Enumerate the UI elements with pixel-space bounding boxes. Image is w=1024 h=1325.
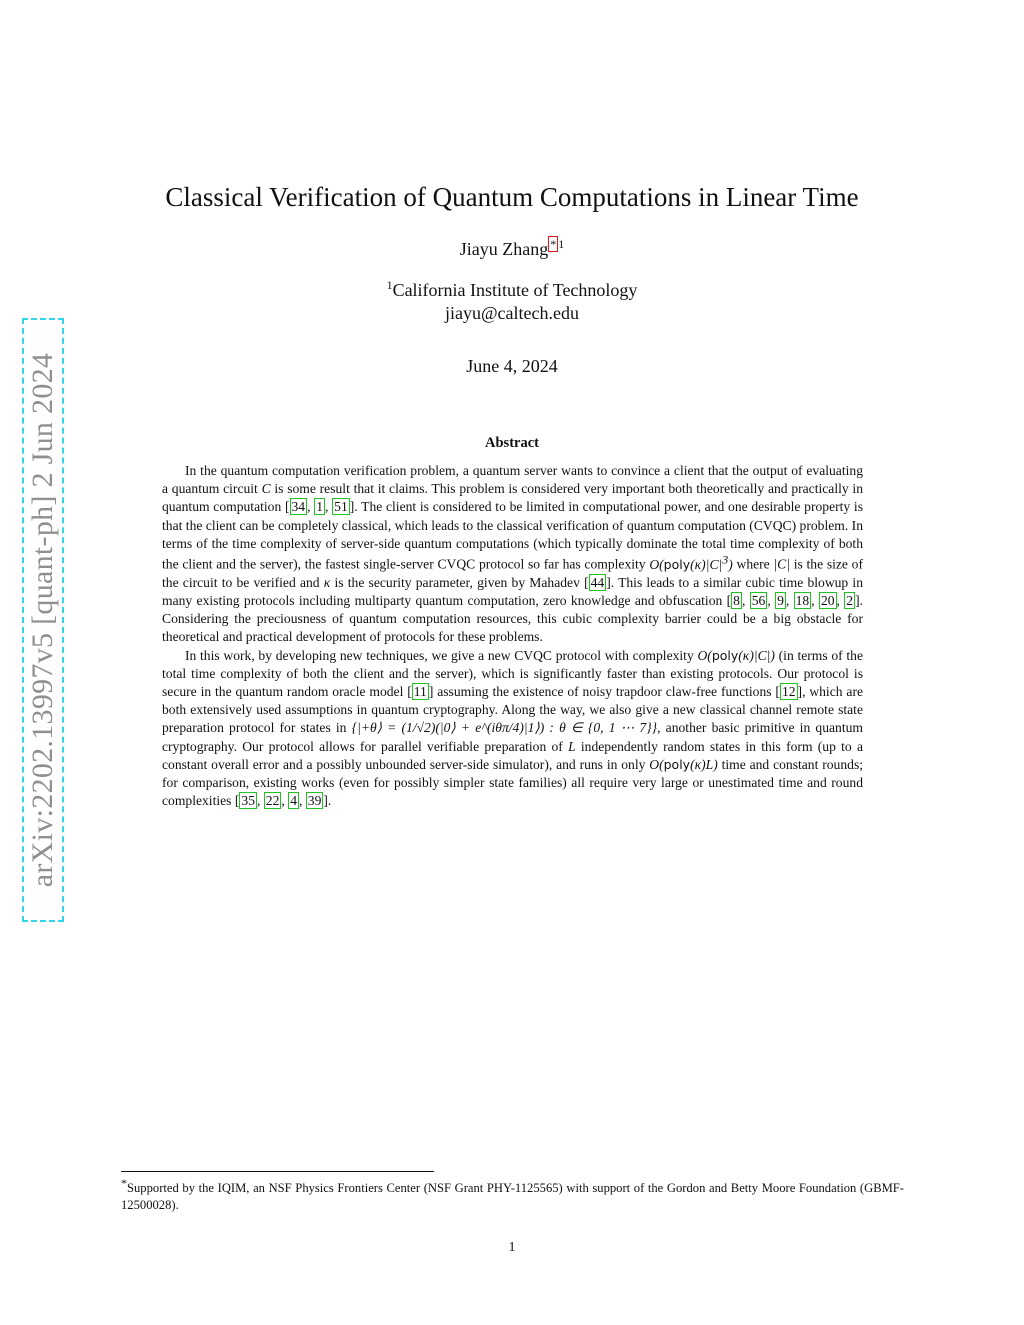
abstract-paragraph-1: In the quantum computation verification problem, a quantum server wants to convince a client that the output of evaluating a quantum circuit C is some result that it claims. This problem is considered very important both theoretically and practically in quantum computation [ 34 , 1 , 51 ]. The client is considered to be limited in computational power, and one desirable property is that the client can be completely classical, which leads to the classical verification of quantum computation (CVQC) problem. In terms of the time complexity of server-side quantum computations (which typically dominate the total time complexity of both the client and the server), the fastest single-server CVQC protocol so far has complexity O(poly(κ)|C|3) where |C| is the size of the circuit to be verified and κ is the security parameter, given by Mahadev [ 44 ]. This leads to a similar cubic time blowup in many existing protocols including multiparty quantum computation, zero knowledge and obfuscation [ 8 , 56 , 9 , 18 , 20 , 2 ]. Considering the preciousness of quantum computation resources, this cubic complexity barrier could be a big obstacle for theoretical and practical development of protocols for these problems. bbox=[162, 463, 864, 645]
text-run: In this work, by developing new techniques, we give a new CVQC protocol with complexity bbox=[185, 647, 698, 663]
citation-link[interactable]: 8 bbox=[733, 592, 740, 608]
math-inline: O(poly(κ)|C|) bbox=[697, 647, 775, 663]
citation-link[interactable]: 12 bbox=[781, 683, 796, 699]
footnote-link[interactable]: * bbox=[550, 237, 557, 251]
footnote-text: Supported by the IQIM, an NSF Physics Frontiers Center (NSF Grant PHY-1125565) with support of the Gordon and Betty Moore Foundation (GBMF-12500028). bbox=[121, 1181, 904, 1212]
citation-link[interactable]: 35 bbox=[241, 793, 255, 809]
footnote-mark: * bbox=[121, 1176, 127, 1190]
citation-link[interactable]: 11 bbox=[413, 683, 427, 699]
arxiv-identifier: arXiv:2202.13997v5 [quant-ph] 2 Jun 2024 bbox=[26, 352, 59, 888]
text-run: is some result that it claims. This problem is considered very important both theoretically and practically in quantum computation bbox=[162, 481, 863, 515]
affiliation-mark: 1 bbox=[558, 237, 565, 251]
citation-link[interactable]: 18 bbox=[795, 592, 810, 608]
text-run: is the security parameter, given by Mahadev bbox=[330, 574, 585, 590]
paper-date: June 4, 2024 bbox=[466, 356, 558, 376]
math-inline: |C| bbox=[773, 556, 790, 572]
footnote-divider bbox=[121, 1171, 434, 1172]
abstract-paragraph-2: In this work, by developing new techniques, we give a new CVQC protocol with complexity O(poly(κ)|C|) (in terms of the total time complexity of both the client and the server), which is significantly faster than existing protocols. Our protocol is secure in the quantum random oracle model [ 11 ] assuming the existence of noisy trapdoor claw-free functions [ 12 ], which are both extensively used assumptions in quantum cryptography. Along the way, we also give a new classical channel remote state preparation protocol for states in {|+θ⟩ = (1/√2)(|0⟩ + e^(iθπ/4)|1⟩) : θ ∈ {0, 1 ⋯ 7}}, another basic primitive in quantum cryptography. Our protocol allows for parallel verifiable preparation of L independently random states in this form (up to a constant overall error and a possibly unbounded server-side simulator), and runs in only O(poly(κ)L) time and constant rounds; for comparison, existing works (even for possibly simpler state families) all require very large or unestimated time and round complexities [ 35 , 22 , 4 , 39 ]. bbox=[162, 647, 864, 809]
arxiv-stamp bbox=[22, 318, 64, 922]
citation-link[interactable]: 34 bbox=[291, 499, 306, 515]
text-run: , another basic primitive in quantum cryptography. Our protocol allows for parallel verifiable preparation of bbox=[162, 720, 863, 754]
affiliation-block bbox=[0, 279, 1024, 325]
affiliation-superscript: 1 bbox=[386, 278, 393, 292]
text-run: (in terms of the total time complexity of both the client and the server), which is significantly faster than existing protocols. Our protocol is secure in the quantum random oracle model bbox=[162, 647, 864, 699]
citation-link[interactable]: 39 bbox=[307, 793, 322, 809]
math-inline: O(poly(κ)L) bbox=[649, 756, 718, 772]
institution-name: California Institute of Technology bbox=[392, 280, 638, 300]
math-inline: L bbox=[568, 738, 576, 754]
citation-link[interactable]: 9 bbox=[777, 592, 784, 608]
text-run: . bbox=[327, 793, 332, 809]
text-run: , which are both extensively used assumptions in quantum cryptography. Along the way, we also give a new classical channel remote state preparation protocol for states in bbox=[162, 683, 864, 736]
citation-link[interactable]: 44 bbox=[590, 574, 605, 590]
math-inline: O(poly(κ)|C|3) bbox=[649, 552, 733, 572]
text-run: time and constant rounds; for comparison, existing works (even for possibly simpler state families) all require very large or unestimated time and round complexities bbox=[162, 756, 864, 809]
citation-link[interactable]: 51 bbox=[334, 499, 348, 515]
citation-link[interactable]: 22 bbox=[265, 793, 280, 809]
author-name: Jiayu Zhang bbox=[459, 239, 549, 259]
citation-link[interactable]: 56 bbox=[751, 592, 766, 608]
math-inline: C bbox=[261, 481, 271, 497]
text-run: In the quantum computation verification problem, a quantum server wants to convince a client that the output of evaluating a quantum circuit bbox=[162, 463, 863, 497]
author-line bbox=[0, 238, 1024, 260]
citation-link[interactable]: 1 bbox=[316, 499, 324, 515]
text-run: . The client is considered to be limited in computational power, and one desirable property is that the client can be completely classical, which leads to the classical verification of quantum computation (CVQC) problem. In terms of the time complexity of server-side quantum computations (which typically dominate the total time complexity of both the client and the server), the fastest single-server CVQC protocol so far has complexity bbox=[162, 499, 864, 572]
page-number: 1 bbox=[508, 1240, 516, 1255]
citation-link[interactable]: 4 bbox=[290, 793, 297, 809]
math-inline: κ bbox=[323, 574, 331, 590]
author-email: jiayu@caltech.edu bbox=[444, 303, 579, 323]
abstract-heading: Abstract bbox=[485, 435, 539, 451]
text-run: assuming the existence of noisy trapdoor claw-free functions bbox=[433, 683, 776, 699]
footnote bbox=[121, 1177, 904, 1213]
text-run: independently random states in this form (up to a constant overall error and a possibly unbounded server-side simulator), and runs in only bbox=[162, 738, 863, 772]
abstract-body bbox=[162, 462, 863, 810]
text-run: is the size of the circuit to be verified and bbox=[162, 556, 863, 590]
paper-title: Classical Verification of Quantum Computations in Linear Time bbox=[165, 182, 859, 212]
citation-link[interactable]: 2 bbox=[846, 592, 854, 608]
text-run: . Considering the preciousness of quantum computation resources, this cubic complexity barrier could be a big obstacle for theoretical and practical development of protocols for these problems. bbox=[162, 592, 864, 645]
citation-link[interactable]: 20 bbox=[820, 592, 835, 608]
text-run: where bbox=[732, 556, 774, 572]
math-inline: {|+θ⟩ = (1/√2)(|0⟩ + e^(iθπ/4)|1⟩) : θ ∈ {0, 1 ⋯ 7}} bbox=[351, 720, 658, 736]
text-run: . This leads to a similar cubic time blowup in many existing protocols including multiparty quantum computation, zero knowledge and obfuscation bbox=[162, 574, 863, 608]
